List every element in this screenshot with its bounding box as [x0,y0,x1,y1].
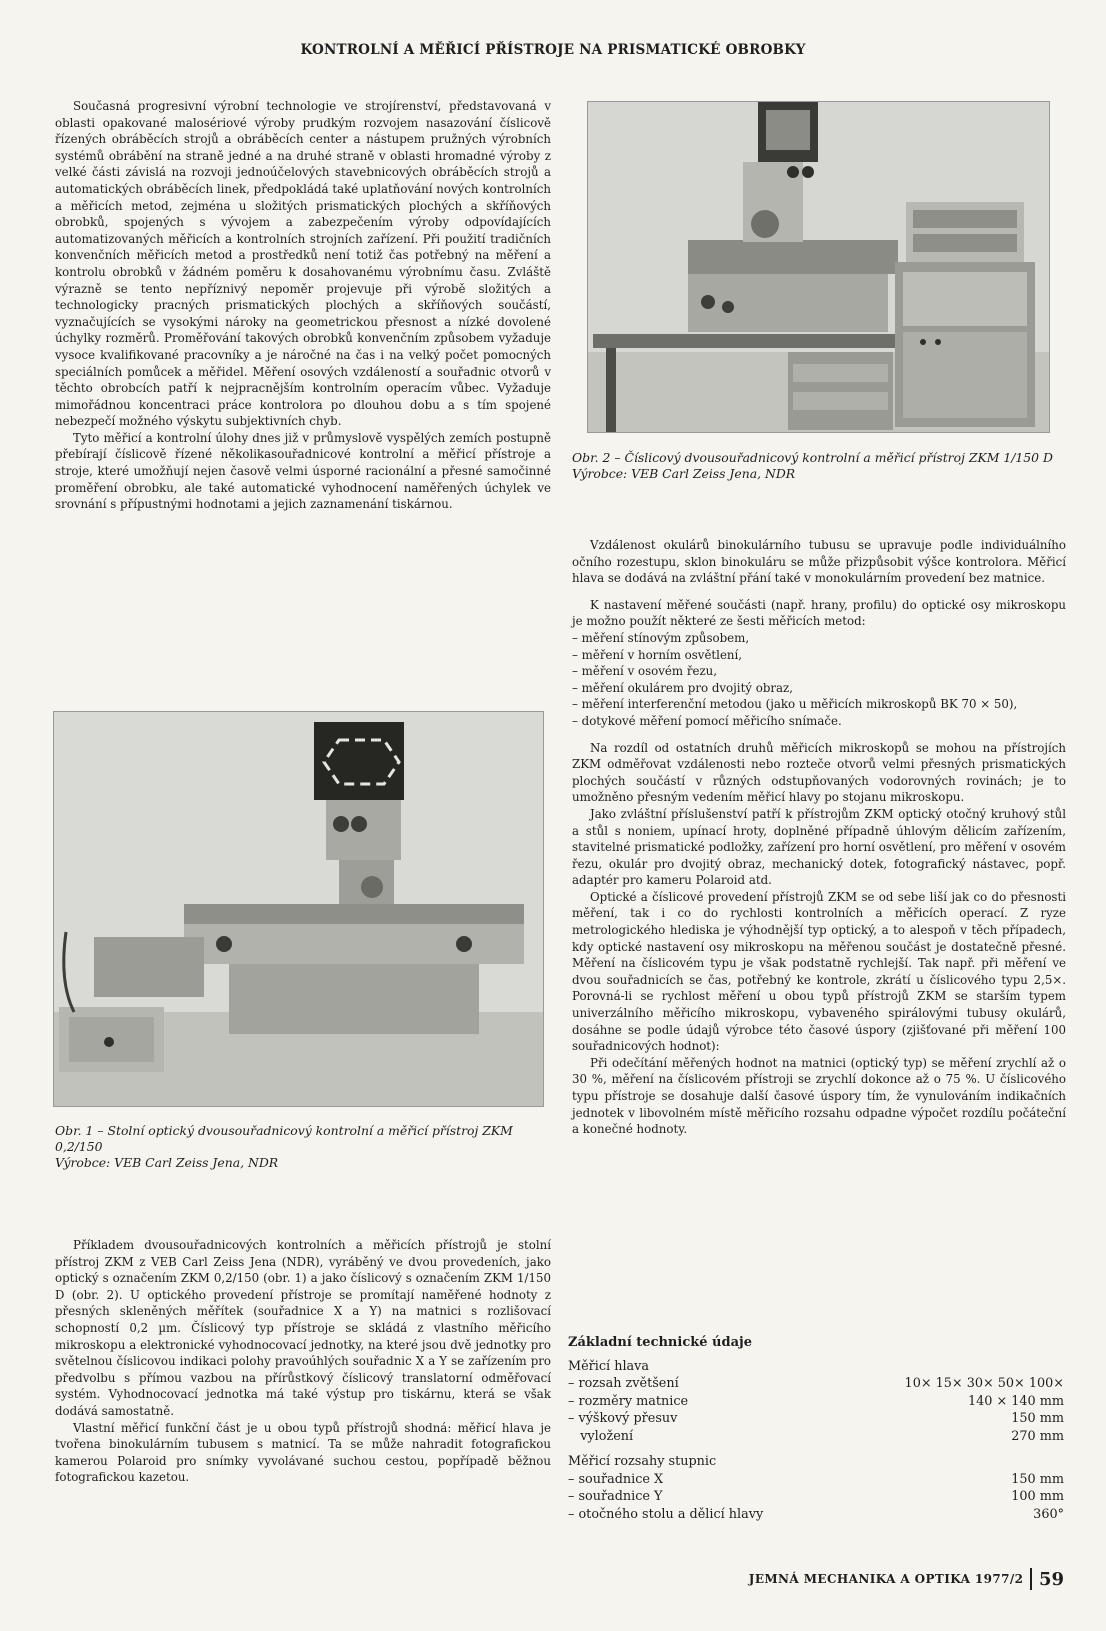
right-column [572,537,1066,1138]
list-item: – měření interferenční metodou (jako u měřicích mikroskopů BK 70 × 50), [572,696,1066,713]
specs-group-title: Měřicí rozsahy stupnic [568,1454,717,1469]
methods-list [572,630,1066,730]
list-item: – měření okulárem pro dvojitý obraz, [572,680,1066,697]
list-item: – měření v osovém řezu, [572,663,1066,680]
spec-row [568,1488,1064,1506]
paragraph-distances: Na rozdíl od ostatních druhů měřicích mikroskopů se mohou na přístrojích ZKM odměřovat vzdálenosti nebo rozteče otvorů velmi přesných prismatických plochých součástí v různých odstupňovaných vodorovných rovinách; je to umožněno přesným vedením měřicí hlavy po stojanu mikroskopu. [572,740,1066,805]
spec-label: – rozměry matnice [568,1393,689,1409]
specs-group-head [568,1375,1064,1445]
paragraph-intro: Současná progresivní výrobní technologie ve strojírenství, představovaná v oblasti opakované malosériové výroby prudkým rozvojem nasazování číslicově řízených obráběcích strojů a obráběcích center a nástupem pružných výrobních systémů obrábění na straně jedné a na druhé straně v oblasti hromadné výroby z velké části závislá na rozvoji jednoúčelových stavebnicových obráběcích strojů a automatických obráběcích linek, předpokládá také uplatňování nových kontrolních a měřicích metod, zejména u složitých prismatických plochých a skříňových obrobků, spojených s vývojem a zabezpečením výroby odpovídajících automatizovaných měřicích a kontrolních strojních zařízení. Při použití tradičních konvenčních měřicích metod a prostředků není totiž čas potřebný na měření a kontrolu obrobků v žádném poměru k dosahovanému výrobnímu času. Zvláště výrazně se tento nepříznivý nepoměr projevuje při výrobě složitých a technologicky pracných prismatických plochých a skříňových součástí, vyznačujících se vysokými nároky na geometrickou přesnost a nízké dovolené úchylky rozměrů. Proměřování takových obrobků konvenčním způsobem vyžaduje vysoce kvalifikované pracovníky a je náročné na čas i na velký počet pomocných speciálních pomůcek a měřidel. Měření osových vzdáleností a souřadnic otvorů v těchto obrobcích patří k nejpracnějším kontrolním operacím vůbec. Vyžaduje mimořádnou koncentraci práce kontrolora po dlouhou dobu a s tím spojené nebezpečí možného výskytu subjektivních chyb. [55,99,551,429]
spec-row [568,1428,1064,1446]
paragraph-tasks: Tyto měřicí a kontrolní úlohy dnes již v průmyslově vyspělých zemích postupně přebírají číslicově řízené několikasouřadnicové kontrolní a měřicí přístroje a stroje, které umožňují nejen časově velmi úsporné racionální a přesné samočinné proměření obrobku, ale také automatické vyhodnocení naměřených úchylek ve srovnání s přípustnými hodnotami a jejich zaznamenání tiskárnou. [55,430,551,512]
figure-2-caption-maker: Výrobce: VEB Carl Zeiss Jena, NDR [572,466,796,481]
paragraph-example: Příkladem dvousouřadnicových kontrolních a měřicích přístrojů je stolní přístroj ZKM z VEB Carl Zeiss Jena (NDR), vyráběný ve dvou provedeních, jako optický s označením ZKM 0,2/150 (obr. 1) a jako číslicový s označením ZKM 1/150 D (obr. 2). U optického provedení přístroje se promítají naměřené hodnoty z přesných skleněných měřítek (souřadnice X a Y) na matnici s rozlišovací schopností 0,2 µm. Číslicový typ přístroje se skládá z vlastního měřicího mikroskopu a elektronické vyhodnocovací jednotky, na které jsou dvě jednotky pro světelnou číslicovou indikaci polohy pravoúhlých souřadnic X a Y se zařízením pro předvolbu s přímou vazbou na přírůstkový číslicový translatorní odměřovací systém. Vyhodnocovací jednotka má také výstup pro tiskárnu, která se však dodává samostatně. [55,1238,551,1418]
figure-2-caption-title: Obr. 2 – Číslicový dvousouřadnicový kontrolní a měřicí přístroj ZKM 1/150 D [572,450,1053,465]
figure-1-photo [53,711,544,1107]
paragraph-savings: Při odečítání měřených hodnot na matnici (optický typ) se měření zrychlí až o 30 %, měření na číslicovém přístroji se zrychlí dokonce až o 75 %. U číslicového typu přístroje se dosahuje další časové úspory tím, že vynulováním indikačních jednotek v libovolném místě měřicího rozsahu odpadne výpočet rozdílu počáteční a konečné hodnoty. [572,1055,1066,1137]
spec-row [568,1506,1064,1524]
spec-label: – souřadnice Y [568,1489,663,1504]
list-item: – měření stínovým způsobem, [572,630,1066,647]
spec-value: 150 mm [1011,1411,1064,1426]
paragraph-eyepiece: Vzdálenost okulárů binokulárního tubusu se upravuje podle individuálního očního rozestupu, sklon binokuláru se může přizpůsobit výšce kontrolora. Měřicí hlava se dodává na zvláštní přání také v monokulárním provedení bez matnice. [572,538,1066,586]
figure-1-illustration [54,712,543,1106]
spec-label: – rozsah zvětšení [568,1376,679,1391]
figure-2-photo [587,101,1050,433]
spec-label: – souřadnice X [568,1471,664,1487]
left-column-top [55,98,551,513]
paragraph-methods-intro: K nastavení měřené součásti (např. hrany, profilu) do optické osy mikroskopu je možno použít některé ze šesti měřicích metod: [572,597,1066,629]
journal-name: JEMNÁ MECHANIKA A OPTIKA 1977/2 [748,1572,1024,1586]
figure-1-caption [55,1123,545,1171]
list-item: – dotykové měření pomocí měřicího snímače. [572,713,1066,730]
paragraph-accessories: Jako zvláštní příslušenství patří k přístrojům ZKM optický otočný kruhový stůl a stůl s noniem, upínací hroty, doplněné případně úhlovým dělicím zařízením, stavitelné prismatické podložky, zařízení pro horní osvětlení, pro měření v osovém řezu, okulár pro dvojitý obraz, mechanický dotek, fotografický nástavec, popř. adaptér pro kameru Polaroid atd. [572,806,1066,888]
spec-value: 100 mm [1011,1489,1064,1504]
list-item: – měření v horním osvětlení, [572,647,1066,664]
specs-group-ranges [568,1471,1064,1524]
spec-label: vyložení [568,1428,634,1444]
spec-row [568,1393,1064,1411]
figure-2-illustration [588,102,1049,432]
page-footer [749,1568,1064,1590]
spec-value: 270 mm [1011,1428,1064,1444]
paragraph-function: Vlastní měřicí funkční část je u obou typů přístrojů shodná: měřicí hlava je tvořena binokulárním tubusem s matnicí. Ta se může nahradit fotografickou kamerou Polaroid pro snímky vyvolávané suchou cestou, popřípadě běžnou fotografickou kazetou. [55,1420,551,1485]
spec-value: 10× 15× 30× 50× 100× [904,1376,1064,1391]
figure-1-caption-maker: Výrobce: VEB Carl Zeiss Jena, NDR [55,1155,279,1170]
spec-value: 150 mm [1011,1471,1064,1487]
figure-2-caption [572,450,1062,482]
specs-group-title: Měřicí hlava [568,1358,650,1374]
technical-specs [568,1334,1064,1523]
spec-value: 360° [1033,1506,1064,1522]
spec-value: 140 × 140 mm [967,1393,1064,1409]
page-number: 59 [1038,1568,1064,1590]
figure-1-caption-title: Obr. 1 – Stolní optický dvousouřadnicový kontrolní a měřicí přístroj ZKM 0,2/150 [55,1123,513,1154]
spec-label: – otočného stolu a dělicí hlavy [568,1506,764,1522]
spec-label: – výškový přesuv [568,1411,678,1426]
spec-row [568,1410,1064,1428]
page-title: KONTROLNÍ A MĚŘICÍ PŘÍSTROJE NA PRISMATICKÉ OBROBKY [300,42,806,58]
spec-row [568,1375,1064,1393]
left-column-bottom [55,1237,551,1486]
spec-row [568,1471,1064,1489]
specs-heading: Základní technické údaje [568,1335,752,1350]
paragraph-comparison: Optické a číslicové provedení přístrojů ZKM se od sebe liší jak co do přesnosti měření, tak i co do rychlosti kontrolních a měřicích operací. Z ryze metrologického hlediska je výhodnější typ optický, a to alespoň v těch případech, kdy optické nastavení osy mikroskopu na měřenou součást je dostatečně přesné. Měření na číslicovém typu je však podstatně rychlejší. Tak např. při měření ve dvou souřadnicích se čas, potřebný ke kontrole, zkrátí u číslicového typu 2,5×. Porovná-li se rychlost měření u obou typů přístrojů ZKM se starším typem univerzálního měřicího mikroskopu, vybaveného spirálovými tubusy okulárů, dosáhne se podle údajů výrobce této časové úspory (zjišťované při měření 100 souřadnicových hodnot): [572,889,1066,1054]
footer-divider [1030,1568,1032,1590]
